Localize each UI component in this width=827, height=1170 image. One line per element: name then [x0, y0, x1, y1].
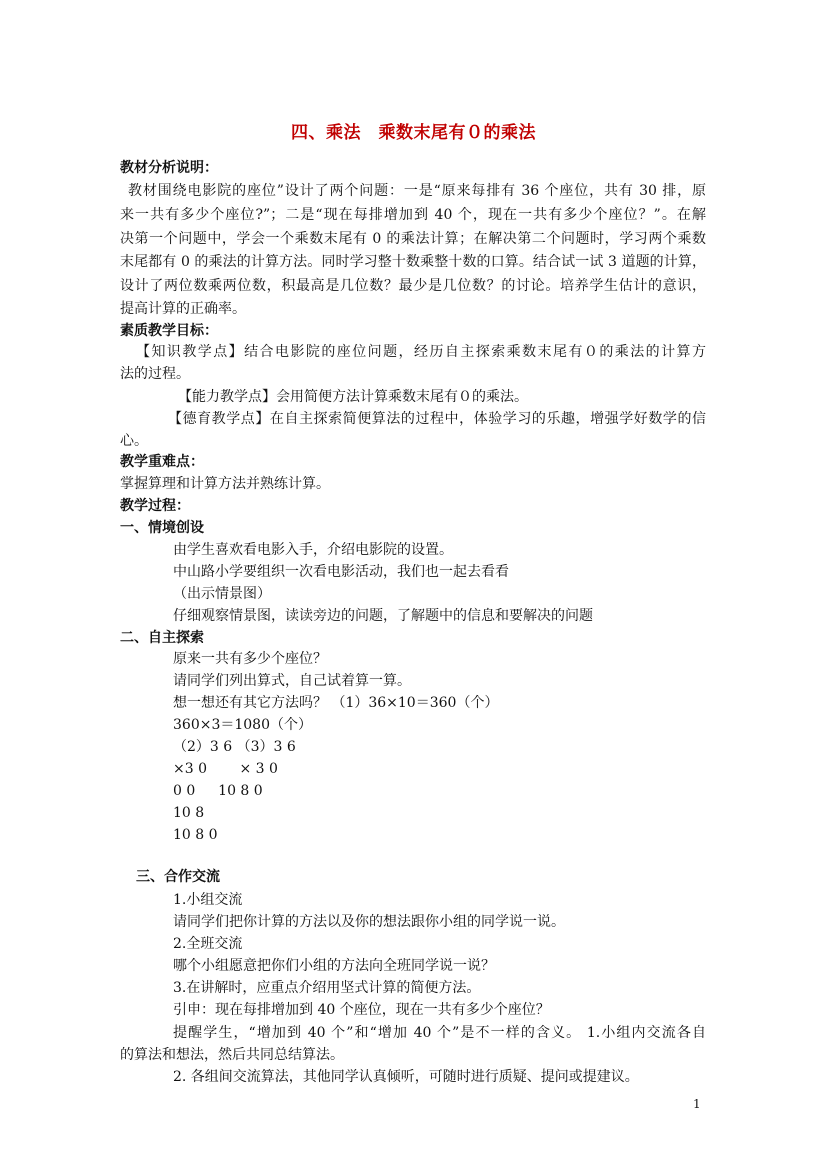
paragraph-line: 1.小组交流	[173, 892, 243, 908]
paragraph-line: 【能力教学点】会用简便方法计算乘数末尾有０的乘法。	[178, 389, 528, 405]
paragraph-line: 引申：现在每排增加到 40 个座位，现在一共有多少个座位？	[173, 1002, 550, 1018]
paragraph-line: 【德育教学点】在自主探索简便算法的过程中，体验学习的乐趣，增强学好数学的信	[168, 411, 706, 427]
calculation-line: 360×3＝1080（个）	[173, 717, 312, 733]
calculation-line: 10 8	[173, 805, 205, 821]
section-heading: 素质教学目标：	[120, 323, 218, 339]
calculation-line: 10 8 0	[173, 827, 218, 843]
section-heading: 教材分析说明：	[120, 160, 218, 176]
paragraph-line: 教材围绕电影院的座位”设计了两个问题：一是“原来每排有 36 个座位，共有 30 排，原	[128, 183, 706, 199]
paragraph-line: 中山路小学要组织一次看电影活动，我们也一起去看看	[173, 564, 509, 580]
section-heading: 一、情境创设	[120, 520, 204, 536]
paragraph-line: 哪个小组愿意把你们小组的方法向全班同学说一说？	[173, 958, 495, 974]
paragraph-line: 请同学们把你计算的方法以及你的想法跟你小组的同学说一说。	[173, 914, 565, 930]
calculation-line: ×3 0 × 3 0	[173, 761, 278, 777]
paragraph-line: 设计了两位数乘两位数，积最高是几位数？最少是几位数？的讨论。培养学生估计的意识，	[120, 278, 706, 294]
paragraph-line: 提醒学生，“增加到 40 个”和“增加 40 个”是不一样的含义。 1.小组内交流各自	[173, 1025, 706, 1041]
calculation-line: （2）3 6 （3）3 6	[173, 739, 296, 755]
paragraph-line: 仔细观察情景图，读读旁边的问题，了解题中的信息和要解决的问题	[173, 608, 593, 624]
paragraph-line: 掌握算理和计算方法并熟练计算。	[120, 476, 330, 492]
page-title: 四、乘法 乘数末尾有０的乘法	[291, 123, 536, 143]
paragraph-line: 2.全班交流	[173, 936, 243, 952]
paragraph-line: 请同学们列出算式，自己试着算一算。	[173, 673, 411, 689]
paragraph-line: 由学生喜欢看电影入手，介绍电影院的设置。	[173, 542, 453, 558]
paragraph-line: 来一共有多少个座位?”；二是“现在每排增加到 40 个，现在一共有多少个座位？”。在解	[120, 207, 706, 223]
paragraph-line: （出示情景图）	[173, 586, 271, 602]
section-heading: 三、合作交流	[136, 869, 220, 885]
section-heading: 教学重难点：	[120, 454, 204, 470]
paragraph-line: 末尾都有 0 的乘法的计算方法。同时学习整十数乘整十数的口算。结合试一试 3 道题的计算，	[120, 254, 706, 270]
paragraph-line: 决第一个问题中，学会一个乘数末尾有 0 的乘法计算；在解决第二个问题时，学习两个乘数	[120, 231, 706, 247]
paragraph-line: 3.在讲解时，应重点介绍用坚式计算的简便方法。	[173, 980, 481, 996]
page-number: 1	[693, 1097, 701, 1111]
section-heading: 教学过程：	[120, 498, 190, 514]
calculation-line: 0 0 10 8 0	[173, 783, 263, 799]
paragraph-line: 提高计算的正确率。	[120, 301, 246, 317]
paragraph-line: 的算法和想法，然后共同总结算法。	[120, 1047, 344, 1063]
paragraph-line: 2. 各组间交流算法，其他同学认真倾听，可随时进行质疑、提问或提建议。	[173, 1069, 639, 1085]
paragraph-line: 心。	[120, 433, 148, 449]
paragraph-line: 原来一共有多少个座位？	[173, 651, 327, 667]
paragraph-line: 法的过程。	[120, 366, 190, 382]
paragraph-line: 【知识教学点】结合电影院的座位问题，经历自主探索乘数末尾有０的乘法的计算方	[136, 344, 706, 360]
section-heading: 二、自主探索	[120, 630, 204, 646]
paragraph-line: 想一想还有其它方法吗？ （1）36×10＝360（个）	[173, 695, 499, 711]
